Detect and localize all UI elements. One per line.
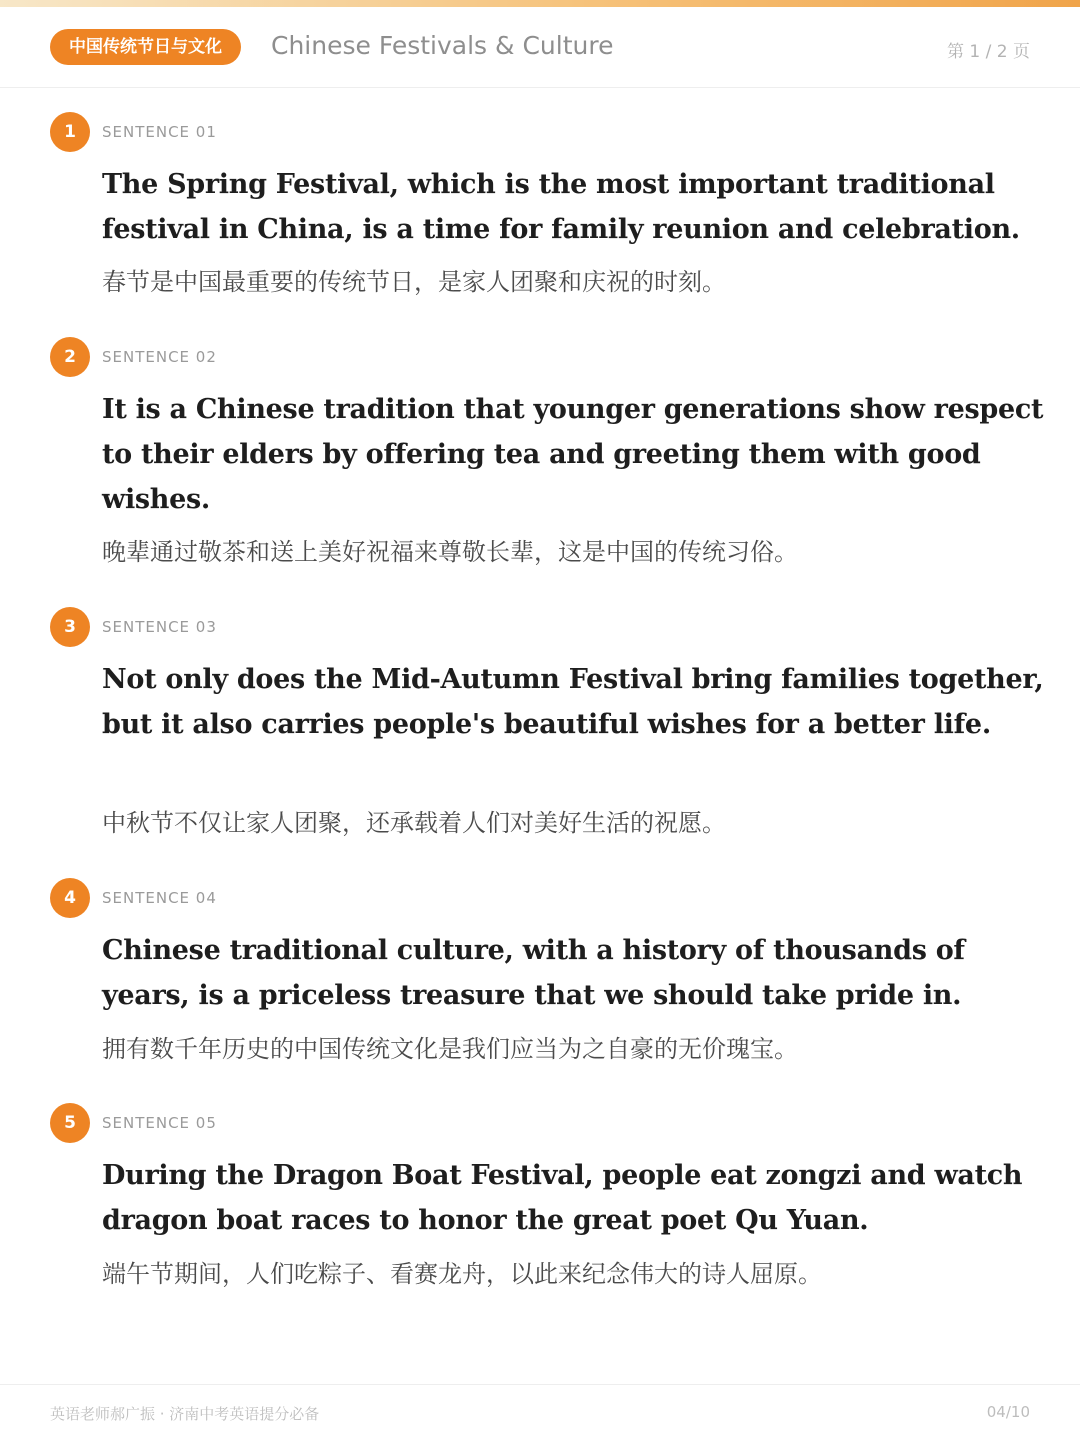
sentence-number-badge: 1 (50, 112, 90, 152)
english-sentence: During the Dragon Boat Festival, people eat zongzi and watch dragon boat races to honor the great poet Qu Yuan. (102, 1160, 1023, 1236)
english-sentence: The Spring Festival, which is the most important traditional festival in China, is a time for family reunion and celebration. (102, 169, 1020, 245)
page-indicator: 第 1 / 2 页 (947, 42, 1030, 62)
chinese-translation: 晚辈通过敬茶和送上美好祝福来尊敬长辈，这是中国的传统习俗。 (102, 538, 798, 566)
page-header (0, 7, 1080, 88)
chinese-translation: 中秋节不仅让家人团聚，还承载着人们对美好生活的祝愿。 (102, 809, 726, 837)
sentence-number-badge: 2 (50, 337, 90, 377)
sentence-label: SENTENCE 03 (102, 618, 217, 636)
page-title: Chinese Festivals & Culture (271, 31, 614, 60)
chinese-translation: 端午节期间，人们吃粽子、看赛龙舟，以此来纪念伟大的诗人屈原。 (102, 1260, 822, 1288)
footer-page-number: 04/10 (986, 1403, 1030, 1421)
sentence-number-badge: 4 (50, 878, 90, 918)
page-footer (0, 1384, 1080, 1440)
sentence-label: SENTENCE 04 (102, 889, 217, 907)
sentence-label: SENTENCE 02 (102, 348, 217, 366)
english-sentence: Chinese traditional culture, with a history of thousands of years, is a priceless treasure that we should take pride in. (102, 935, 965, 1011)
chinese-translation: 春节是中国最重要的传统节日，是家人团聚和庆祝的时刻。 (102, 268, 726, 296)
top-accent-bar (0, 0, 1080, 7)
sentence-label: SENTENCE 01 (102, 123, 217, 141)
topic-tag: 中国传统节日与文化 (50, 29, 241, 65)
english-sentence: It is a Chinese tradition that younger generations show respect to their elders by offering tea and greeting them with good wishes. (102, 394, 1044, 515)
sentence-number-badge: 5 (50, 1103, 90, 1143)
sentence-number-badge: 3 (50, 607, 90, 647)
sentence-label: SENTENCE 05 (102, 1114, 217, 1132)
footer-credit: 英语老师郝广振 · 济南中考英语提分必备 (50, 1405, 320, 1423)
english-sentence: Not only does the Mid-Autumn Festival bring families together, but it also carries people's beautiful wishes for a better life. (102, 664, 1044, 740)
chinese-translation: 拥有数千年历史的中国传统文化是我们应当为之自豪的无价瑰宝。 (102, 1035, 798, 1063)
